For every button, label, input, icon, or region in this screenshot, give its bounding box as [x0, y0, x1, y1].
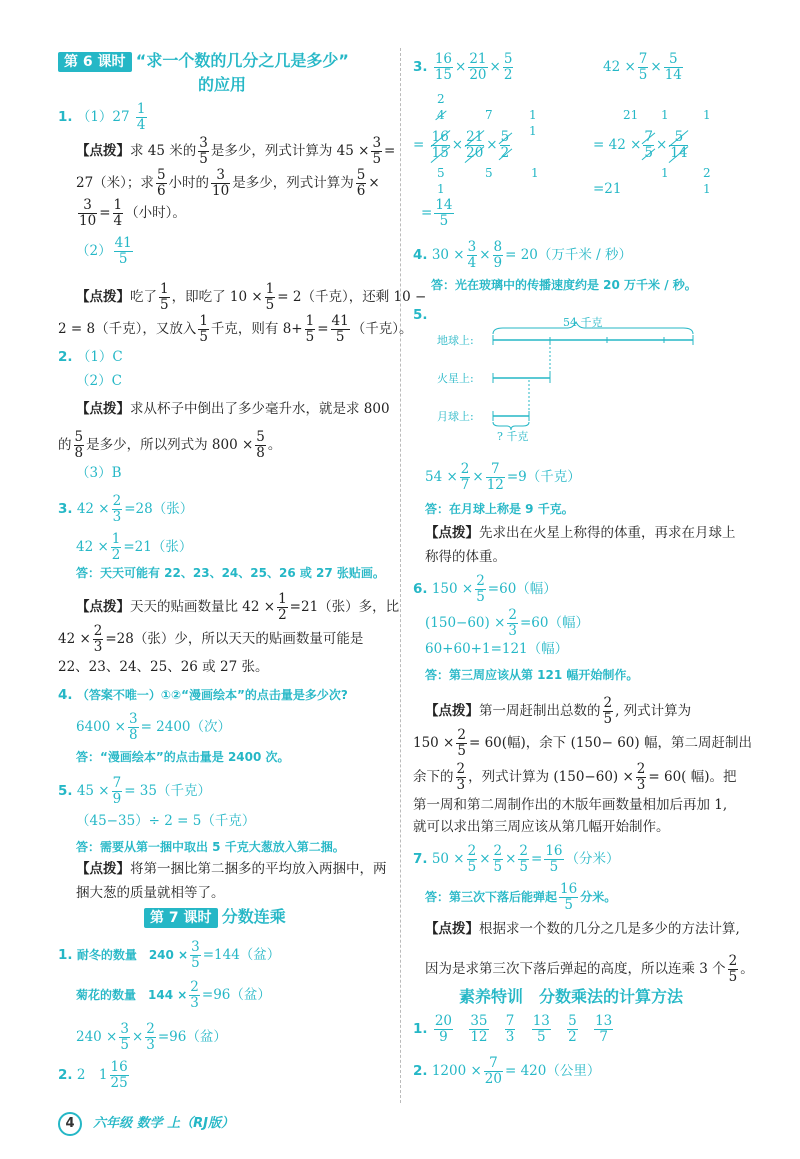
r5-diag-q: ? 千克	[497, 430, 529, 443]
r3-cancel-top-e: 1	[529, 124, 537, 138]
r3-result: = $\frac{14}{5}$	[421, 197, 453, 229]
r5-line: 54 × $\frac{2}{7}$ × $\frac{7}{12}$ =9（千克）	[425, 461, 581, 493]
r3-cancel-main: = $\frac{16}{15}$ × $\frac{21}{20}$ × $\frac{5}{2}$	[413, 129, 510, 161]
q5-tip-line-1: 【点拨】将第一捆比第二捆多的平均放入两捆中，两	[76, 861, 387, 877]
r4-answer: 答：光在玻璃中的传播速度约是 20 万千米 / 秒。	[431, 278, 697, 292]
q3-tip-line-3: 22、23、24、25、26 或 27 张。	[58, 659, 269, 675]
r3-cancel-top-d: 1	[529, 108, 537, 122]
q3-answer: 答：天天可能有 22、23、24、25、26 或 27 张贴画。	[76, 566, 385, 580]
q2-answer-2: （2）C	[76, 373, 122, 389]
q3-line-2: 42 × $\frac{1}{2}$ =21（张）	[76, 531, 193, 563]
q2-answer-3: （3）B	[76, 465, 122, 481]
r3-cancel-bot-a: 5	[437, 166, 445, 180]
r6-tip-line-4: 第一周和第二周制作出的木版年画数量相加后再加 1,	[413, 797, 728, 813]
r6-tip-line-2: 150 × $\frac{2}{5}$ = 60(幅)，余下 (150− 60) 幅，第二周赶制出	[413, 727, 752, 759]
r5-tip-line-1: 【点拨】先求出在火星上称得的体重，再求在月球上	[425, 525, 736, 541]
r3-d-main: = 42 × $\frac{7}{5}$ × $\frac{5}{14}$	[593, 129, 688, 161]
q1-tip2-line-2: 2 = 8（千克），又放入 $\frac{1}{5}$ 千克，则有 8+ $\frac{1}{5}$ = $\frac{41}{5}$ （千克）。	[58, 313, 413, 345]
q4-answer: 答：“漫画绘本”的点击量是 2400 次。	[76, 750, 290, 764]
r3-d-bot-2: 2	[703, 166, 711, 180]
r3-line-b: 42 × $\frac{7}{5}$ × $\frac{5}{14}$	[603, 51, 682, 83]
lesson7-title: 分数连乘	[221, 907, 286, 926]
r7-tip-line-1: 【点拨】根据求一个数的几分之几是多少的方法计算,	[425, 921, 740, 937]
q1-tip-line-2: 27（米）；求 $\frac{5}{6}$ 小时的 $\frac{3}{10}$ 是多少，列式计算为 $\frac{5}{6}$ ×	[76, 167, 380, 199]
r6-tip-line-5: 就可以求出第三周应该从第几幅开始制作。	[413, 819, 670, 835]
r3-cancel-bot-c: 1	[531, 166, 539, 180]
l7-q1-line-1: 1. 耐冬的数量 240 × $\frac{3}{5}$ =144（盆）	[58, 939, 281, 971]
q1-tip2-line-1: 【点拨】吃了 $\frac{1}{5}$ ，即吃了 10 × $\frac{1}{5}$ = 2（千克），还剩 10 −	[76, 281, 427, 313]
r3-cancel-top-a: 2	[437, 92, 445, 106]
page-number: 4	[58, 1112, 82, 1136]
r3-d-top-1b: 1	[703, 108, 711, 122]
footer-brand: 六年级 数学 上（RJ版）	[93, 1116, 234, 1131]
r3-cancel-bot-b: 5	[485, 166, 493, 180]
q5-answer: 答：需要从第一捆中取出 5 千克大葱放入第二捆。	[76, 840, 345, 854]
q2-tip-line-1: 【点拨】求从杯子中倒出了多少毫升水，就是求 800	[76, 401, 390, 417]
r3-d-top-1a: 1	[661, 108, 669, 122]
l7-q2: 2. 2 1 $\frac{16}{25}$	[58, 1059, 128, 1091]
r3-line-a: 3. $\frac{16}{15}$ × $\frac{21}{20}$ × $\frac{5}{2}$	[413, 51, 513, 83]
q2-tip-line-2: 的 $\frac{5}{8}$ 是多少，所以列式为 800 × $\frac{5}{8}$ 。	[58, 429, 282, 461]
r6-line-3: 60+60+1=121（幅）	[425, 641, 569, 657]
lesson6-title-1: “求一个数的几分之几是多少”	[135, 51, 349, 70]
r3-cancel-top-b: 4	[437, 108, 445, 122]
r5-diag-top-label: 54 千克	[563, 316, 603, 329]
q1-tip-line-1: 【点拨】求 45 米的 $\frac{3}{5}$ 是多少，列式计算为 45 × $\frac{3}{5}$ =	[76, 135, 396, 167]
r6-line-2: (150−60) × $\frac{2}{3}$ =60（幅）	[425, 607, 589, 639]
lesson6-heading	[58, 52, 349, 72]
q4-line-2: 6400 × $\frac{3}{8}$ = 2400（次）	[76, 711, 232, 743]
r3-cancel-bot-d: 1	[437, 182, 445, 196]
q4-line-1: 4. （答案不唯一）①②“漫画绘本”的点击量是多少次?	[58, 687, 348, 703]
q1-answer-2: （2） $\frac{41}{5}$	[76, 235, 132, 267]
lesson6-label: 第 6 课时	[58, 52, 132, 72]
r3-d-bot-1: 1	[661, 166, 669, 180]
q3-tip-line-1: 【点拨】天天的贴画数量比 42 × $\frac{1}{2}$ =21（张）多，比	[76, 591, 400, 623]
r3-d-top-21: 21	[623, 108, 639, 122]
s1-line: 1. $\frac{20}{9}$ $\frac{35}{12}$ $\frac{7}{3}$ $\frac{13}{5}$ $\frac{5}{2}$ $\frac{13}{7}$	[413, 1013, 613, 1045]
s2-line: 2. 1200 × $\frac{7}{20}$ = 420（公里）	[413, 1055, 601, 1087]
r3-cancel-top-c: 7	[485, 108, 493, 122]
lesson6-title-2: 的应用	[198, 75, 247, 94]
q3-line-1: 3. 42 × $\frac{2}{3}$ =28（张）	[58, 493, 194, 525]
lesson7-label: 第 7 课时	[144, 908, 218, 928]
q5-line-2: （45−35）÷ 2 = 5（千克）	[76, 813, 256, 829]
r5-diag-moon: 月球上:	[437, 410, 474, 423]
r6-answer: 答：第三周应该从第 121 幅开始制作。	[425, 668, 639, 682]
page-footer	[58, 1112, 234, 1136]
r3-d-result: =21	[593, 181, 622, 197]
l7-q1-line-2: 菊花的数量 144 × $\frac{2}{3}$ =96（盆）	[76, 979, 271, 1011]
q5-tip-line-2: 捆大葱的质量就相等了。	[76, 885, 225, 901]
q3-tip-line-2: 42 × $\frac{2}{3}$ =28（张）少，所以天天的贴画数量可能是	[58, 623, 364, 655]
column-divider	[400, 48, 401, 1103]
q2-answer-1: 2. （1）C	[58, 349, 123, 365]
l7-q1-line-3: 240 × $\frac{3}{5}$ × $\frac{2}{3}$ =96（盆）	[76, 1021, 227, 1053]
r6-tip-line-3: 余下的 $\frac{2}{3}$ ，列式计算为 (150−60) × $\frac{2}{3}$ = 60( 幅)。把	[413, 761, 737, 793]
r7-answer: 答：第三次下落后能弹起 $\frac{16}{5}$ 分米。	[425, 881, 617, 913]
r6-tip-line-1: 【点拨】第一周赶制出总数的 $\frac{2}{5}$ , 列式计算为	[425, 695, 692, 727]
lesson7-heading	[144, 908, 286, 928]
r5-answer: 答：在月球上称是 9 千克。	[425, 502, 574, 516]
q5-line-1: 5. 45 × $\frac{7}{9}$ = 35（千克）	[58, 775, 211, 807]
r5-diag-earth: 地球上:	[437, 334, 474, 347]
q1-answer-1: 1. （1）27 $\frac{1}{4}$	[58, 101, 146, 133]
r3-d-bot-3: 1	[703, 182, 711, 196]
r5-tip-line-2: 称得的体重。	[425, 549, 506, 565]
r6-line-1: 6. 150 × $\frac{2}{5}$ =60（幅）	[413, 573, 557, 605]
r7-line: 7. 50 × $\frac{2}{5}$ × $\frac{2}{5}$ × $\frac{2}{5}$ = $\frac{16}{5}$ （分米）	[413, 843, 620, 875]
special-title: 素养特训 分数乘法的计算方法	[459, 987, 684, 1006]
r4-line: 4. 30 × $\frac{3}{4}$ × $\frac{8}{9}$ = 20（万千米 / 秒）	[413, 239, 633, 271]
r7-tip-line-2: 因为是求第三次下落后弹起的高度，所以连乘 3 个 $\frac{2}{5}$ 。	[425, 953, 754, 985]
r5-diag-mars: 火星上:	[437, 372, 474, 385]
q1-tip-line-3: $\frac{3}{10}$ = $\frac{1}{4}$ （小时）。	[79, 197, 186, 229]
r5-prefix: 5.	[413, 307, 428, 323]
